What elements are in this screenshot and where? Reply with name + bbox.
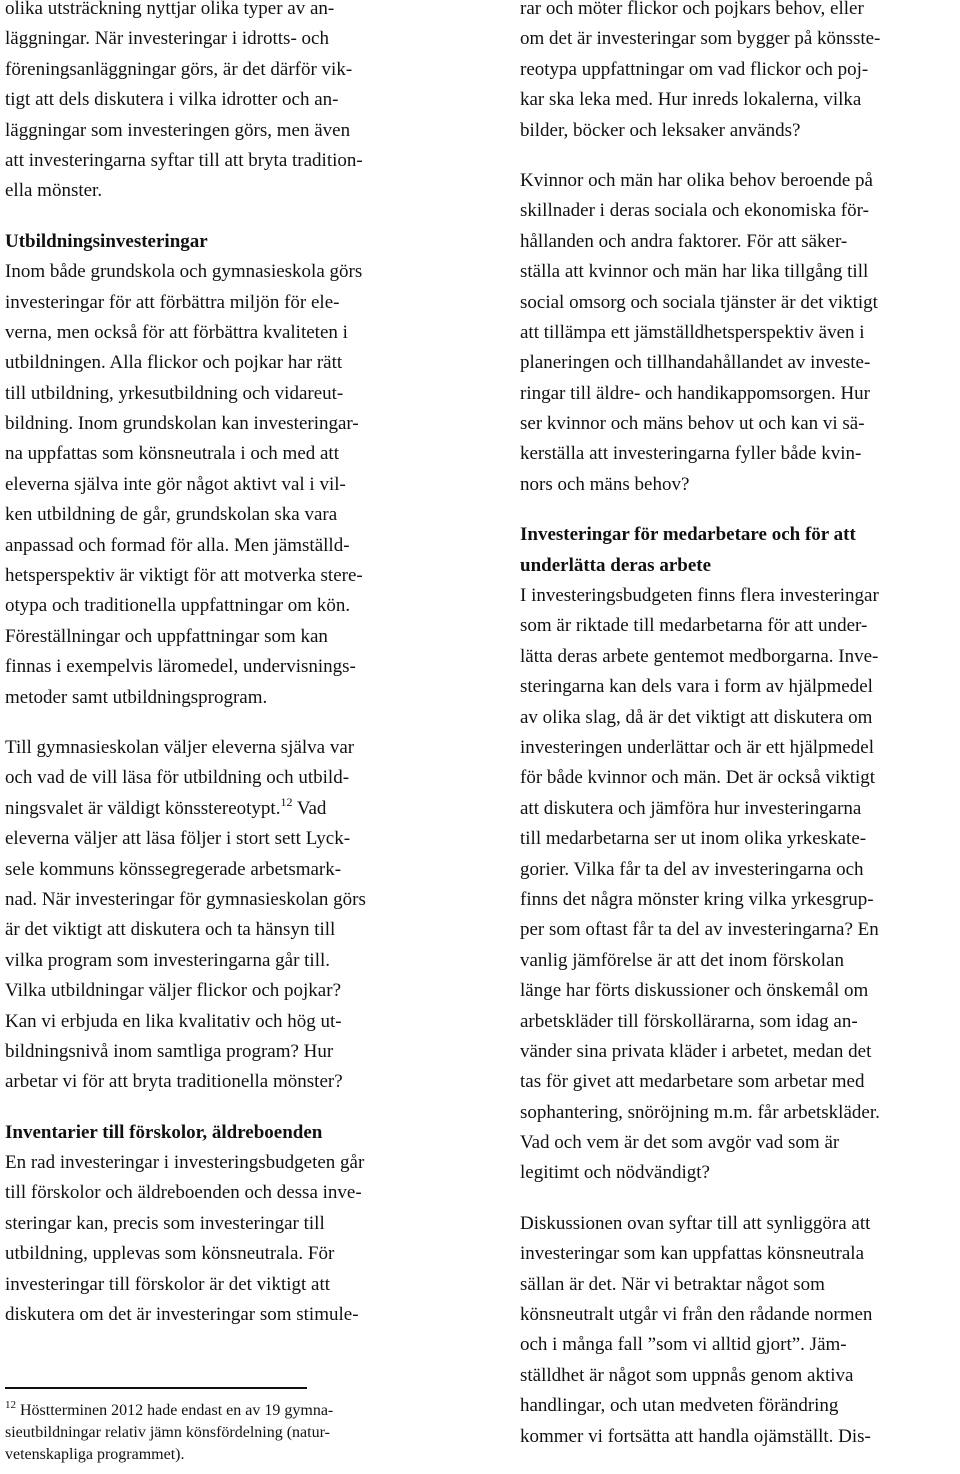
text-line: social omsorg och sociala tjänster är det viktigt <box>520 291 878 313</box>
text-line: ställa att kvinnor och män har lika tillgång till <box>520 261 869 283</box>
footnote-reference[interactable]: 12 <box>280 794 293 809</box>
footnote-number: 12 <box>5 1399 16 1411</box>
text-line: utbildning, upplevas som könsneutrala. För <box>5 1243 335 1265</box>
text-line: läggningar. När investeringar i idrotts- och <box>5 28 329 50</box>
text-line: per som oftast får ta del av investeringarna? En <box>520 919 879 941</box>
text-line: eleverna väljer att läsa följer i stort sett Lyck- <box>5 828 351 850</box>
text-line: finnas i exempelvis läromedel, undervisnings- <box>5 656 356 678</box>
text-line: rar och möter flickor och pojkars behov, eller <box>520 0 864 19</box>
text-line: till förskolor och äldreboenden och dessa inve- <box>5 1182 362 1204</box>
text-line: att tillämpa ett jämställdhetsperspektiv även i <box>520 321 865 343</box>
text-line: ser kvinnor och mäns behov ut och kan vi sä- <box>520 413 865 435</box>
text-line: Vilka utbildningar väljer flickor och pojkar? <box>5 980 341 1002</box>
text-line: anpassad och formad för alla. Men jämställd- <box>5 534 350 556</box>
intro-paragraph <box>5 0 445 207</box>
text-line: Kvinnor och män har olika behov beroende på <box>520 169 873 191</box>
footnote-divider <box>5 1387 307 1389</box>
section-heading-inventory: Inventarier till förskolor, äldreboenden <box>5 1121 323 1143</box>
text-line: ken utbildning de går, grundskolan ska vara <box>5 504 338 526</box>
section-heading-education: Utbildningsinvesteringar <box>5 230 208 252</box>
footnote-text: Höstterminen 2012 hade endast en av 19 gymna- <box>16 1402 334 1419</box>
right-column <box>520 0 960 1452</box>
text-line: vilka program som investeringarna går till. <box>5 949 331 971</box>
staff-paragraph <box>520 581 960 1189</box>
footnote-line: sieutbildningar relativ jämn könsfördelning (natur- <box>5 1424 330 1441</box>
text-line: till utbildning, yrkesutbildning och vidareut- <box>5 382 344 404</box>
text-line: investeringar som kan uppfattas könsneutrala <box>520 1243 865 1265</box>
text-line: läggningar som investeringen görs, men även <box>5 119 351 141</box>
text-line: Kan vi erbjuda en lika kvalitativ och hög ut- <box>5 1010 342 1032</box>
footnote <box>5 1400 445 1466</box>
text-line: investeringar till förskolor är det viktigt att <box>5 1273 331 1295</box>
text-line: för både kvinnor och män. Det är också viktigt <box>520 767 876 789</box>
text-line: länge har förts diskussioner och önskemål om <box>520 980 869 1002</box>
text-line: metoder samt utbildningsprogram. <box>5 686 268 708</box>
upper-secondary-paragraph <box>5 733 445 1098</box>
left-column <box>5 0 445 1330</box>
text-line-with-footnote-ref <box>5 794 445 824</box>
text-line: lätta deras arbete gentemot medborgarna. Inve- <box>520 645 879 667</box>
text-line: investeringen underlättar och är ett hjälpmedel <box>520 736 874 758</box>
text-line: att diskutera och jämföra hur investeringarna <box>520 797 862 819</box>
text-line: att investeringarna syftar till att bryta tradition- <box>5 149 363 171</box>
text-line: planeringen och tillhandahållandet av investe- <box>520 352 871 374</box>
text-line: utbildningen. Alla flickor och pojkar har rätt <box>5 352 343 374</box>
text-line: steringarna kan dels vara i form av hjälpmedel <box>520 676 873 698</box>
text-line: nors och mäns behov? <box>520 473 690 495</box>
discussion-paragraph <box>520 1209 960 1452</box>
text-line: kerställa att investeringarna fyller både kvin- <box>520 443 862 465</box>
text-line: kommer vi fortsätta att handla ojämställt. Dis- <box>520 1425 871 1447</box>
text-line: diskutera om det är investeringar som stimule- <box>5 1304 359 1326</box>
text-line: till medarbetarna ser ut inom olika yrkeskate- <box>520 828 867 850</box>
text-line: Vad och vem är det som avgör vad som är <box>520 1132 840 1154</box>
text-line: otypa och traditionella uppfattningar om kön. <box>5 595 351 617</box>
inventory-paragraph <box>5 1148 445 1330</box>
text-line: och vad de vill läsa för utbildning och utbild- <box>5 767 350 789</box>
text-line: är det viktigt att diskutera och ta hänsyn till <box>5 919 336 941</box>
text-line: investeringar för att förbättra miljön för ele- <box>5 291 340 313</box>
heading-line: Investeringar för medarbetare och för att <box>520 524 856 546</box>
text-line: och i många fall ”som vi alltid gjort”. Jäm- <box>520 1334 847 1356</box>
continuation-paragraph <box>520 0 960 146</box>
text-line: ställdhet är något som uppnås genom aktiva <box>520 1364 854 1386</box>
text-line: tigt att dels diskutera i vilka idrotter och an- <box>5 89 339 111</box>
text-line: bildningsnivå inom samtliga program? Hur <box>5 1040 334 1062</box>
text-line: eleverna själva inte gör något aktivt val i vil- <box>5 473 346 495</box>
text-line: om det är investeringar som bygger på könsste- <box>520 28 881 50</box>
text-line: legitimt och nödvändigt? <box>520 1162 710 1184</box>
text-line: finns det några mönster kring vilka yrkesgrup- <box>520 888 874 910</box>
text-line: reotypa uppfattningar om vad flickor och poj- <box>520 58 869 80</box>
text-line: na uppfattas som könsneutrala i och med att <box>5 443 339 465</box>
section-heading-staff <box>520 520 960 581</box>
text-line: som är riktade till medarbetarna för att under- <box>520 615 868 637</box>
text-line: bildning. Inom grundskolan kan investeringar- <box>5 413 359 435</box>
text-line: Diskussionen ovan syftar till att synliggöra att <box>520 1212 871 1234</box>
text-line: bilder, böcker och leksaker används? <box>520 119 801 141</box>
text-line: handlingar, och utan medveten förändring <box>520 1395 839 1417</box>
education-paragraph <box>5 257 445 713</box>
text-line: vanlig jämförelse är att det inom förskolan <box>520 949 844 971</box>
text-line: Inom både grundskola och gymnasieskola görs <box>5 261 363 283</box>
text-line: arbetar vi för att bryta traditionella mönster? <box>5 1071 343 1093</box>
text-segment: Vad <box>292 797 327 819</box>
text-line: Föreställningar och uppfattningar som kan <box>5 625 328 647</box>
text-line: av olika slag, då är det viktigt att diskutera om <box>520 706 873 728</box>
text-line: sällan är det. När vi betraktar något som <box>520 1273 825 1295</box>
heading-line: underlätta deras arbete <box>520 554 712 576</box>
text-line: hetsperspektiv är viktigt för att motverka stere- <box>5 565 363 587</box>
text-line: sele kommuns könssegregerade arbetsmark- <box>5 858 342 880</box>
text-line: ella mönster. <box>5 180 103 202</box>
needs-paragraph <box>520 166 960 500</box>
text-line: verna, men också för att förbättra kvaliteten i <box>5 321 348 343</box>
text-line: nad. När investeringar för gymnasieskolan görs <box>5 888 366 910</box>
text-line: tas för givet att medarbetare som arbetar med <box>520 1071 865 1093</box>
text-line: vänder sina privata kläder i arbetet, medan det <box>520 1040 872 1062</box>
text-line: könsneutralt utgår vi från den rådande normen <box>520 1304 873 1326</box>
text-segment: ningsvalet är väldigt könsstereotypt. <box>5 797 281 819</box>
footnote-line <box>5 1400 445 1422</box>
text-line: arbetskläder till förskollärarna, som idag an- <box>520 1010 858 1032</box>
text-line: steringar kan, precis som investeringar till <box>5 1212 325 1234</box>
text-line: föreningsanläggningar görs, är det därför vik- <box>5 58 353 80</box>
text-line: Till gymnasieskolan väljer eleverna själva var <box>5 736 355 758</box>
footnote-line: vetenskapliga programmet). <box>5 1446 185 1463</box>
text-line: skillnader i deras sociala och ekonomiska för- <box>520 200 869 222</box>
text-line: sophantering, snöröjning m.m. får arbetskläder. <box>520 1101 880 1123</box>
text-line: gorier. Vilka får ta del av investeringarna och <box>520 858 864 880</box>
text-line: kar ska leka med. Hur inreds lokalerna, vilka <box>520 89 862 111</box>
text-line: I investeringsbudgeten finns flera investeringar <box>520 585 879 607</box>
text-line: En rad investeringar i investeringsbudgeten går <box>5 1152 365 1174</box>
text-line: ringar till äldre- och handikappomsorgen. Hur <box>520 382 870 404</box>
text-line: hållanden och andra faktorer. För att säker- <box>520 230 848 252</box>
text-line: olika utsträckning nyttjar olika typer av an- <box>5 0 335 19</box>
